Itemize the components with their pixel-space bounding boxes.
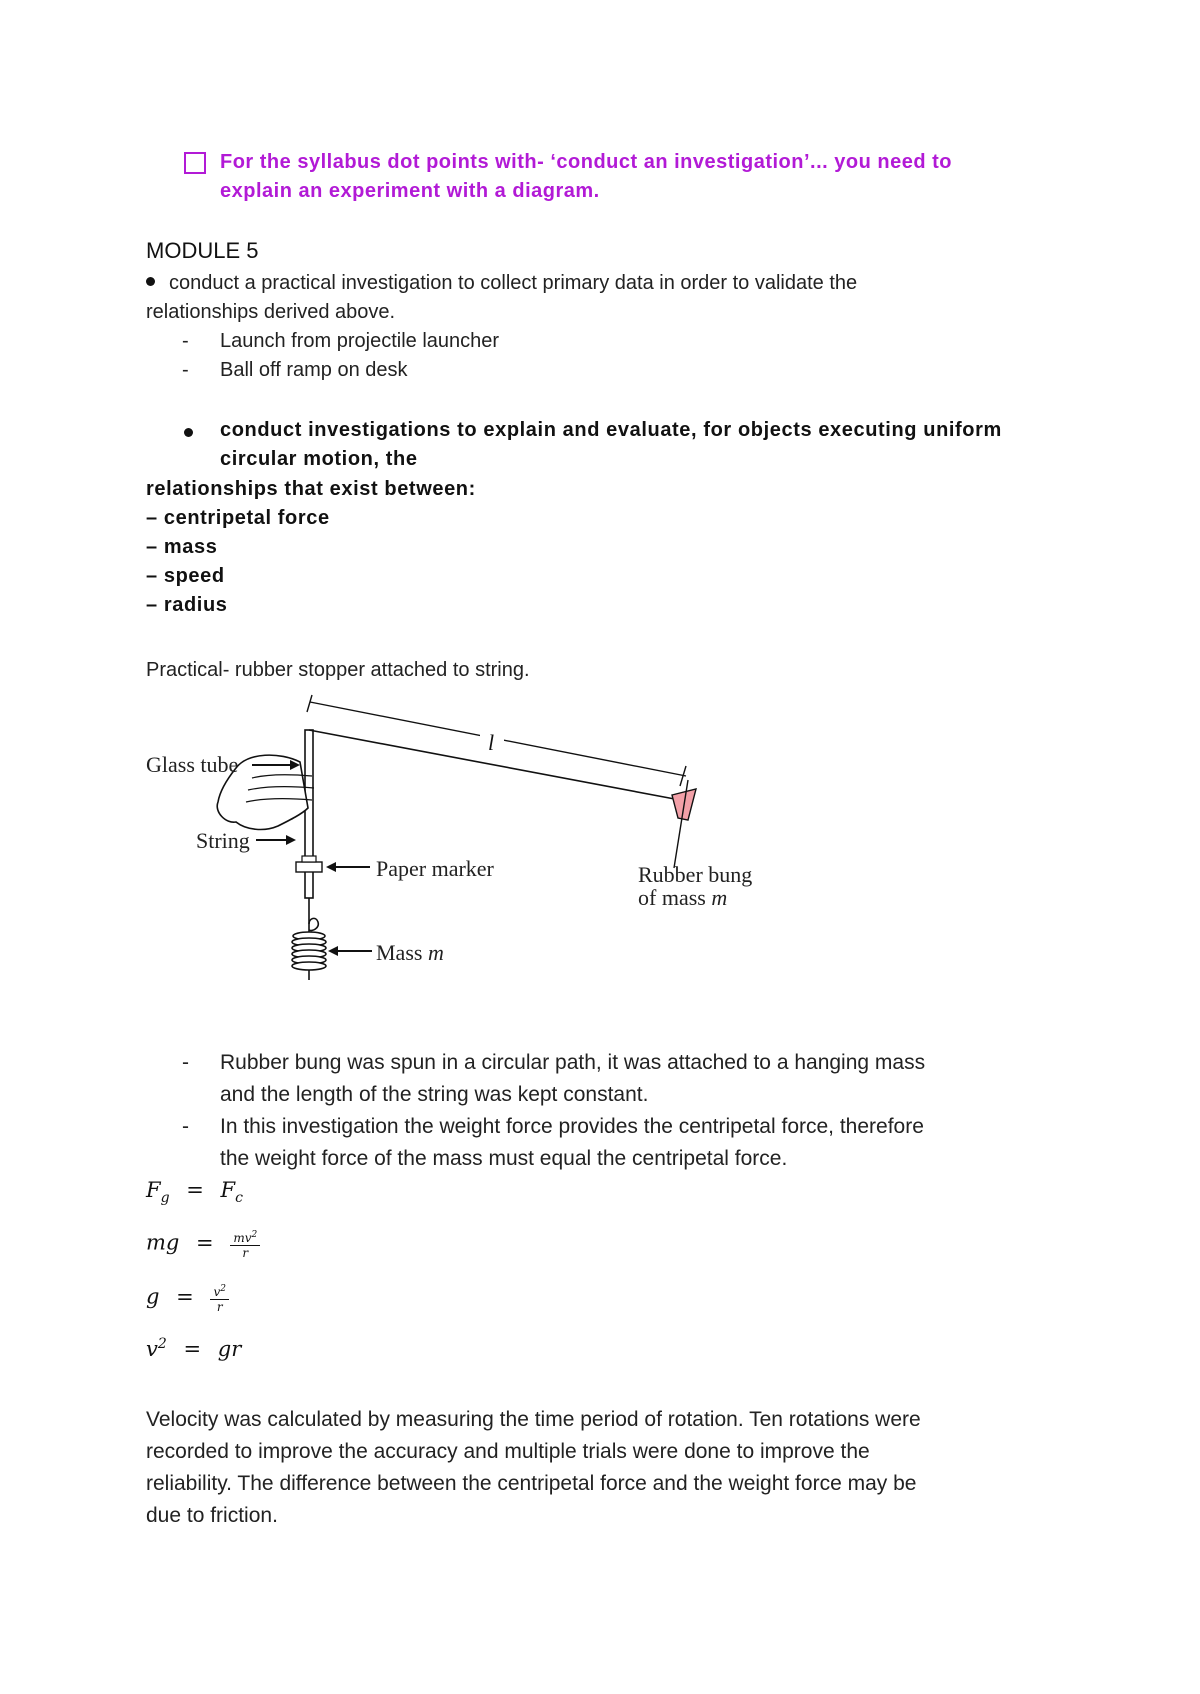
list-item: - Rubber bung was spun in a circular path, it was attached to a hanging mass and the length of the string was kept constant. [182, 1051, 926, 1106]
fraction: $\frac{mv^2}{r}$ [230, 1228, 260, 1260]
list-item: – mass [146, 536, 218, 558]
module-title: MODULE 5 [146, 238, 259, 263]
list-item: - Launch from projectile launcher [182, 330, 500, 352]
fraction: $\frac{v^2}{r}$ [210, 1282, 229, 1314]
equation-3: g = $\frac{v^2}{r}$ [146, 1282, 229, 1314]
hanging-mass [292, 932, 326, 970]
label-glass-tube: Glass tube [146, 752, 239, 777]
point1 [146, 269, 1046, 327]
note-line-1: For the syllabus dot points with- ‘conduct an investigation’... you need to [220, 151, 952, 173]
label-rubber-bung: Rubber bung of mass m [638, 862, 753, 910]
point2 [182, 416, 1062, 474]
explanation-list [182, 1047, 1062, 1175]
list-item: - In this investigation the weight force provides the centripetal force, therefore the weight force of the mass must equal the centripetal force. [182, 1115, 924, 1170]
list-item: – centripetal force [146, 507, 330, 529]
mass-hook [309, 918, 318, 930]
practical-heading: Practical- rubber stopper attached to string. [146, 659, 530, 681]
point1-line2: relationships derived above. [146, 301, 396, 323]
label-string: String [196, 828, 250, 853]
bullet-icon [184, 428, 193, 437]
point2-line1: conduct investigations to explain and evaluate, for objects executing uniform [182, 416, 1062, 445]
equation-4: $v^2$ = gr [146, 1336, 242, 1361]
note-line-2: explain an experiment with a diagram. [220, 180, 600, 202]
conclusion-paragraph: Velocity was calculated by measuring the time period of rotation. Ten rotations were recorded to improve the accuracy and multiple trials were done to improve the reliability. The difference between the centripetal force and the weight force may be due to friction. [146, 1408, 921, 1527]
paper-marker [296, 862, 322, 872]
point1-list [182, 327, 882, 385]
list-item: – speed [146, 565, 225, 587]
point2-line2: circular motion, the [220, 448, 418, 470]
label-mass: Mass m [376, 940, 444, 965]
length-tick [307, 695, 312, 712]
point2-line3: relationships that exist between: [146, 478, 476, 500]
list-item: - Ball off ramp on desk [182, 359, 408, 381]
equation-2: mg = $\frac{mv^2}{r}$ [146, 1228, 260, 1260]
bullet-icon [146, 277, 155, 286]
point2-relationships [146, 475, 746, 620]
label-paper-marker: Paper marker [376, 856, 494, 881]
length-label: l [488, 730, 495, 755]
syllabus-note [186, 148, 1036, 206]
point1-line1: conduct a practical investigation to collect primary data in order to validate the [146, 269, 1046, 298]
equation-1: $F_g = F_c$ [146, 1178, 243, 1207]
checkbox-icon[interactable] [184, 152, 206, 174]
glass-tube [305, 730, 313, 898]
list-item: – radius [146, 594, 228, 616]
